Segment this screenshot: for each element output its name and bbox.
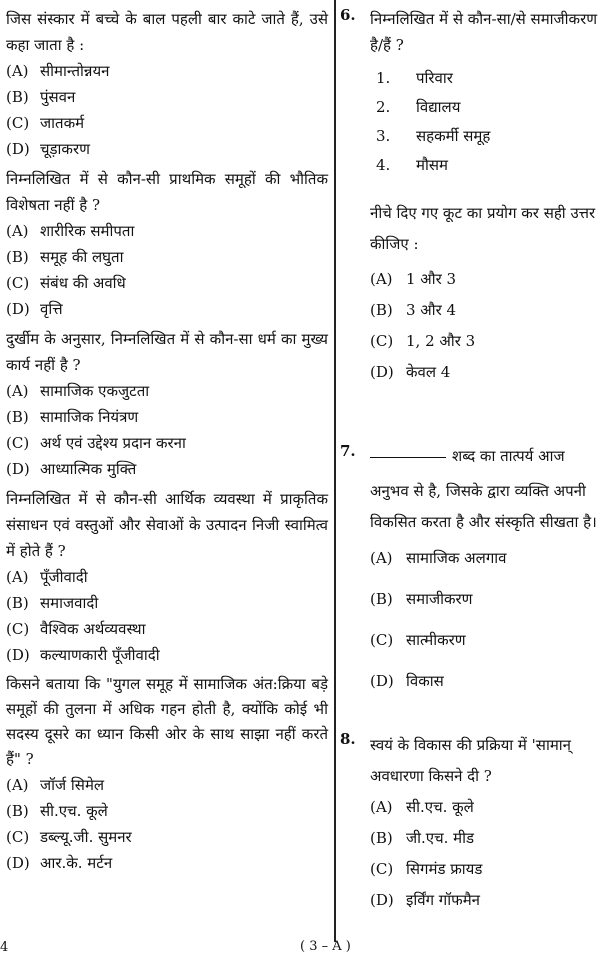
question-8-option-c[interactable]: (C) सिगमंड फ्रायड [370, 860, 483, 878]
question-7-text-line-3: विकसित करता है और संस्कृति सीखता है। [370, 513, 597, 531]
question-7 [340, 436, 600, 702]
page-footer [0, 939, 600, 956]
question-3-option-a[interactable]: (A) सामाजिक एकजुटता [6, 382, 150, 400]
question-7-option-d[interactable]: (D) विकास [370, 672, 444, 690]
question-7-option-c[interactable]: (C) सात्मीकरण [370, 631, 466, 649]
question-7-text-line-2: अनुभव से है, जिसके द्वारा व्यक्ति अपनी [370, 482, 586, 500]
question-2 [6, 166, 328, 322]
question-3-option-c[interactable]: (C) अर्थ एवं उद्देश्य प्रदान करना [6, 434, 186, 452]
question-1 [6, 6, 328, 162]
question-2-option-b[interactable]: (B) समूह की लघुता [6, 248, 124, 266]
question-6-option-b[interactable]: (B) 3 और 4 [370, 301, 457, 319]
question-3-text: दुर्खीम के अनुसार, निम्नलिखित में से कौन-सा धर्म का मुख्य कार्य नहीं है ? [6, 330, 328, 374]
question-6-text-line-2: है/हैं ? [370, 36, 404, 54]
question-3 [6, 326, 328, 482]
question-2-option-a[interactable]: (A) शारीरिक समीपता [6, 222, 135, 240]
fill-in-blank [370, 457, 446, 458]
question-1-text: जिस संस्कार में बच्चे के बाल पहली बार काटे जाते हैं, उसे कहा जाता है : [6, 10, 328, 54]
question-6-text-line-1: निम्नलिखित में से कौन-सा/से समाजीकरण [370, 10, 598, 28]
question-8-option-a[interactable]: (A) सी.एच. कूले [370, 798, 474, 816]
question-8-number: 8. [340, 730, 356, 748]
question-8-option-d[interactable]: (D) इर्विंग गॉफमैन [370, 891, 480, 909]
question-3-option-d[interactable]: (D) आध्यात्मिक मुक्ति [6, 460, 137, 478]
question-6-number: 6. [340, 6, 356, 24]
question-1-option-b[interactable]: (B) पुंसवन [6, 88, 76, 106]
question-4-option-a[interactable]: (A) पूँजीवादी [6, 568, 88, 586]
question-5-text: किसने बताया कि "युगल समूह में सामाजिक अंत:क्रिया बड़े समूहों की तुलना में अधिक गहन होती है, क्योंकि कोई भी सदस्य दूसरे का ध्यान किसी ओर के साथ साझा नहीं करते हैं" ? [6, 675, 328, 768]
question-1-option-d[interactable]: (D) चूड़ाकरण [6, 140, 90, 158]
question-7-option-a[interactable]: (A) सामाजिक अलगाव [370, 549, 507, 567]
question-6-item-1: 1. परिवार [376, 69, 453, 87]
question-8-text-line-2: अवधारणा किसने दी ? [370, 767, 492, 785]
question-5-option-b[interactable]: (B) सी.एच. कूले [6, 802, 108, 820]
question-3-option-b[interactable]: (B) सामाजिक नियंत्रण [6, 408, 139, 426]
question-1-option-c[interactable]: (C) जातकर्म [6, 114, 85, 132]
question-6 [340, 6, 600, 388]
question-1-option-a[interactable]: (A) सीमान्तोन्नयन [6, 62, 110, 80]
question-2-option-d[interactable]: (D) वृत्ति [6, 300, 63, 318]
question-8-text-line-1: स्वयं के विकास की प्रक्रिया में 'सामान् [370, 736, 572, 754]
question-2-text: निम्नलिखित में से कौन-सी प्राथमिक समूहों की भौतिक विशेषता नहीं है ? [6, 170, 328, 214]
question-7-option-b[interactable]: (B) समाजीकरण [370, 590, 473, 608]
question-5-option-d[interactable]: (D) आर.के. मर्टन [6, 854, 113, 872]
question-4-option-c[interactable]: (C) वैश्विक अर्थव्यवस्था [6, 620, 146, 638]
question-8-option-b[interactable]: (B) जी.एच. मीड [370, 829, 475, 847]
question-5-option-c[interactable]: (C) डब्ल्यू.जी. सुमनर [6, 828, 132, 846]
question-4 [6, 486, 328, 668]
question-6-option-a[interactable]: (A) 1 और 3 [370, 270, 457, 288]
question-7-text-line-1: शब्द का तात्पर्य आज [370, 436, 600, 476]
question-6-option-d[interactable]: (D) केवल 4 [370, 363, 451, 381]
footer-left-mark: 4 [0, 940, 9, 955]
question-6-instruction-line-1: नीचे दिए गए कूट का प्रयोग कर सही उत्तर [370, 204, 596, 222]
right-column [340, 6, 600, 916]
question-7-number: 7. [340, 442, 356, 460]
left-column [6, 6, 328, 876]
question-5 [6, 672, 328, 876]
question-6-instruction-line-2: कीजिए : [370, 235, 419, 253]
question-8 [340, 730, 600, 916]
column-divider [334, 0, 336, 942]
question-6-item-3: 3. सहकर्मी समूह [376, 127, 491, 145]
question-2-option-c[interactable]: (C) संबंध की अवधि [6, 274, 126, 292]
question-6-item-4: 4. मौसम [376, 156, 448, 174]
question-6-option-c[interactable]: (C) 1, 2 और 3 [370, 332, 476, 350]
question-6-item-2: 2. विद्यालय [376, 98, 461, 116]
question-4-text: निम्नलिखित में से कौन-सी आर्थिक व्यवस्था में प्राकृतिक संसाधन एवं वस्तुओं और सेवाओं के उत्पादन निजी स्वामित्व में होते हैं ? [6, 490, 328, 560]
question-4-option-b[interactable]: (B) समाजवादी [6, 594, 99, 612]
question-4-option-d[interactable]: (D) कल्याणकारी पूँजीवादी [6, 646, 160, 664]
page-number: ( 3 – A ) [300, 939, 351, 954]
question-5-option-a[interactable]: (A) जॉर्ज सिमेल [6, 776, 105, 794]
